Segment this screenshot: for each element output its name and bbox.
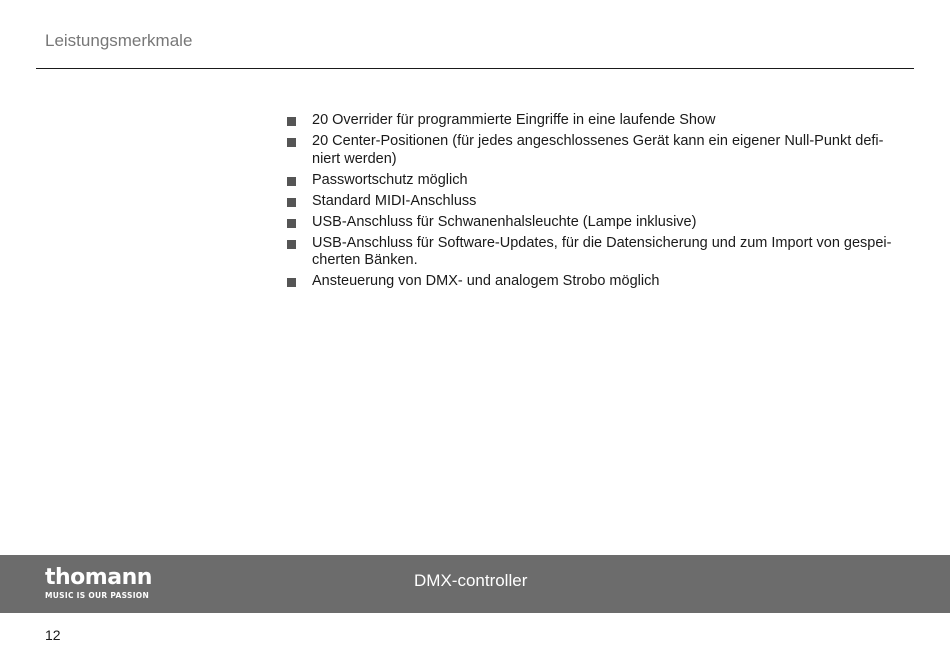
- feature-text: 20 Center-Positionen (für jedes angeschlossenes Gerät kann ein eigener Null-Punkt defi-niert werden): [312, 133, 884, 167]
- square-bullet-icon: [287, 177, 296, 186]
- square-bullet-icon: [287, 240, 296, 249]
- list-item: [285, 112, 910, 130]
- page-number: 12: [45, 627, 61, 643]
- feature-text: Passwortschutz möglich: [312, 171, 468, 188]
- square-bullet-icon: [287, 138, 296, 147]
- list-item: [285, 214, 910, 232]
- feature-text: Standard MIDI-Anschluss: [312, 192, 477, 209]
- brand-tagline: MUSIC IS OUR PASSION: [45, 591, 150, 600]
- list-item: [285, 172, 910, 190]
- thomann-logo: [45, 567, 152, 601]
- product-name: DMX-controller: [414, 571, 528, 590]
- list-item: [285, 193, 910, 211]
- feature-text: USB-Anschluss für Schwanenhalsleuchte (Lampe inklusive): [312, 213, 697, 230]
- footer-band: [0, 555, 950, 613]
- square-bullet-icon: [287, 117, 296, 126]
- square-bullet-icon: [287, 219, 296, 228]
- list-item: [285, 235, 910, 270]
- list-item: [285, 273, 910, 291]
- header-divider: [36, 68, 914, 69]
- list-item: [285, 133, 910, 168]
- feature-text: USB-Anschluss für Software-Updates, für die Datensicherung und zum Import von gespei-cherten Bänken.: [312, 234, 892, 268]
- brand-name: thomann: [45, 565, 152, 590]
- square-bullet-icon: [287, 198, 296, 207]
- feature-list: [285, 112, 910, 294]
- page-section-title: Leistungsmerkmale: [45, 31, 193, 50]
- square-bullet-icon: [287, 278, 296, 287]
- feature-text: Ansteuerung von DMX- und analogem Strobo möglich: [312, 273, 660, 289]
- feature-text: 20 Overrider für programmierte Eingriffe in eine laufende Show: [312, 112, 716, 128]
